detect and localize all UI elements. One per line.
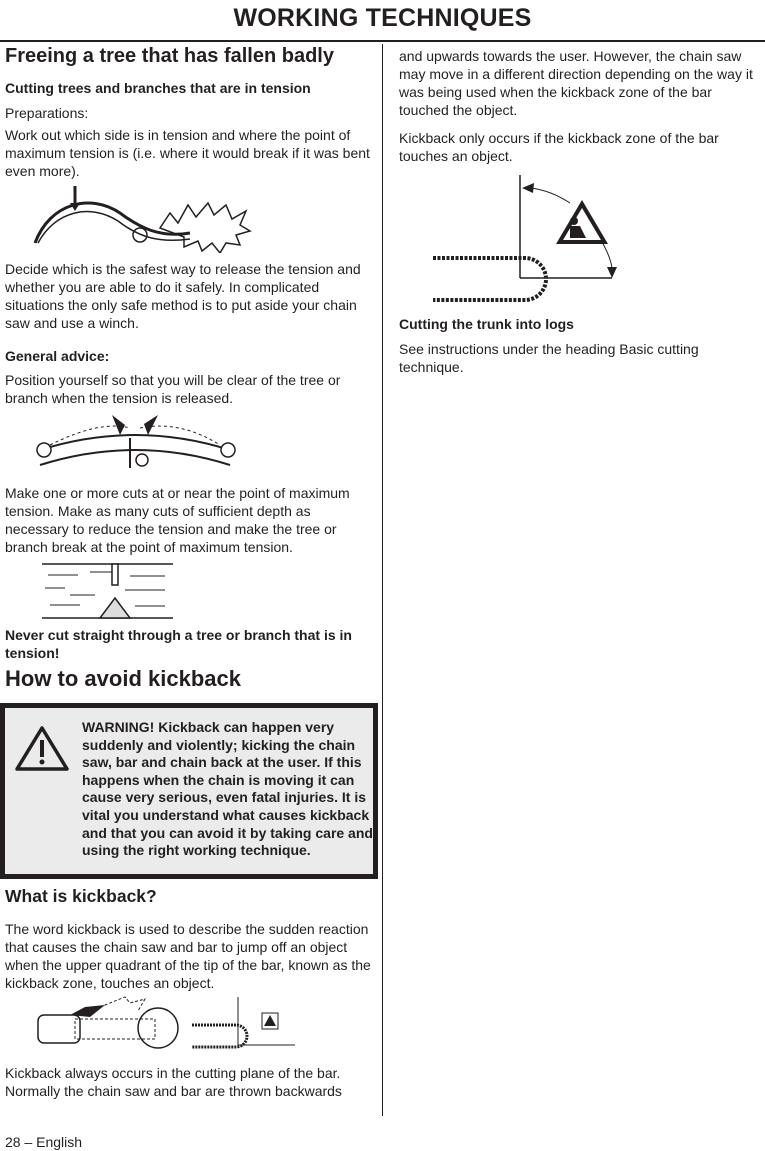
cut-log-illustration xyxy=(40,560,175,622)
kickback-warning-box xyxy=(0,703,378,879)
subtitle-tension: Cutting trees and branches that are in tension xyxy=(5,80,311,96)
preparations-label: Preparations: xyxy=(5,105,89,121)
never-cut-warning: Never cut straight through a tree or branch that is in tension! xyxy=(5,627,352,661)
column-divider xyxy=(382,44,383,1116)
section-title-what-is-kickback: What is kickback? xyxy=(5,886,157,906)
general-advice-label: General advice: xyxy=(5,348,110,364)
see-instructions-paragraph: See instructions under the heading Basic cutting technique. xyxy=(399,341,699,375)
section-title-freeing: Freeing a tree that has fallen badly xyxy=(5,45,334,67)
make-cuts-paragraph: Make one or more cuts at or near the point of maximum tension. Make as many cuts of sufficient depth as necessary to reduce the tension and make the tree or branch break at the point of maximum tension. xyxy=(5,485,350,555)
subtitle-trunk-into-logs: Cutting the trunk into logs xyxy=(399,316,574,332)
only-occurs-paragraph: Kickback only occurs if the kickback zone of the bar touches an object. xyxy=(399,130,719,164)
warning-text: WARNING! Kickback can happen very suddenly and violently; kicking the chain saw, bar and chain back at the user. If this happens when the chain is moving it can cause very serious, even fatal injuries. It is vital you understand what causes kickback and that you can avoid it by taking care and using the right working technique. xyxy=(82,719,373,859)
warning-triangle-icon xyxy=(15,725,69,771)
position-paragraph: Position yourself so that you will be clear of the tree or branch when the tension is released. xyxy=(5,372,341,406)
work-out-paragraph: Work out which side is in tension and where the point of maximum tension is (i.e. where it would break if it was bent even more). xyxy=(5,127,370,179)
kickback-zone-illustration xyxy=(30,995,300,1055)
header-divider xyxy=(0,40,765,42)
section-title-kickback: How to avoid kickback xyxy=(5,666,241,691)
page-footer: 28 – English xyxy=(5,1134,83,1150)
page-header-title: WORKING TECHNIQUES xyxy=(233,4,532,32)
decide-paragraph: Decide which is the safest way to release the tension and whether you are able to do it safely. In complicated situations the only safe method is to put aside your chain saw and use a winch. xyxy=(5,261,361,331)
release-tension-illustration xyxy=(30,410,245,482)
word-kickback-paragraph: The word kickback is used to describe the sudden reaction that causes the chain saw and bar to jump off an object when the upper quadrant of the tip of the bar, known as the kickback zone, touches an object. xyxy=(5,921,371,991)
kickback-direction-illustration xyxy=(430,170,642,310)
tree-tension-illustration xyxy=(30,183,270,253)
always-occurs-paragraph: Kickback always occurs in the cutting plane of the bar. Normally the chain saw and bar are thrown backwards xyxy=(5,1065,342,1099)
continued-paragraph: and upwards towards the user. However, the chain saw may move in a different direction depending on the way it was being used when the kickback zone of the bar touched the object. xyxy=(399,48,753,118)
